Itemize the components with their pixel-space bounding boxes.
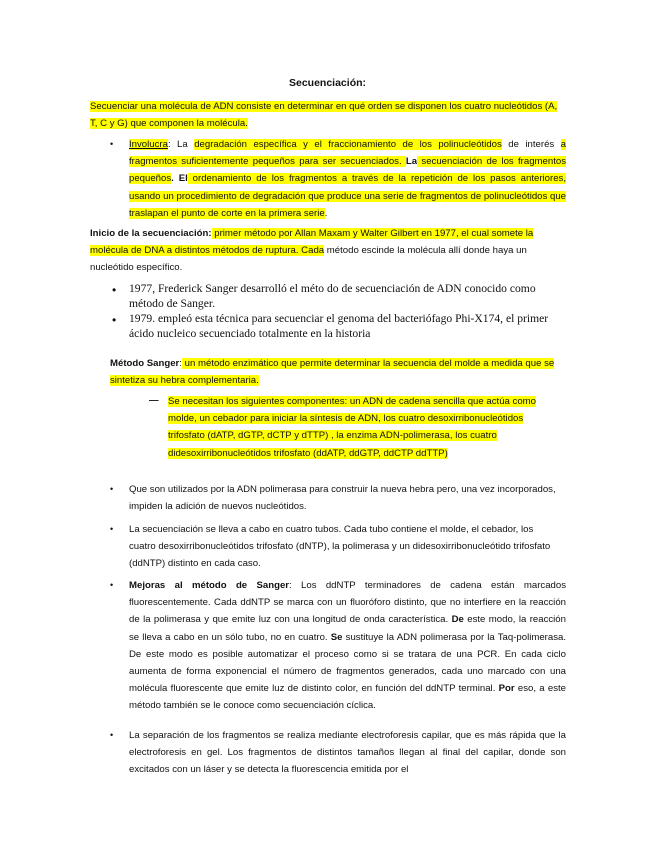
involucra-paragraph: Involucra: La degradación específica y el fraccionamiento de los polinucleótidos de interés a fragmentos suficientemente pequeños para ser secuenciados. La secuenciación de los fragmentos pequeños. El ordenamiento de los fragmentos a través de la repetición de los pasos anteriores, usando un procedimiento de degradación que produce una serie de fragmentos de polinucleótidos que traslapan el punto de corte en la primera serie. [129, 139, 567, 219]
history-item: 1977, Frederick Sanger desarrolló el méto do de secuenciación de ADN conocido como método de Sanger. [129, 282, 536, 311]
dash-icon: — [149, 395, 159, 406]
bullet-icon: • [112, 313, 117, 327]
intro-text: Secuenciar una molécula de ADN consiste en determinar en qué orden se disponen los cuatro nucleótidos (A, T, C y G) que componen la molécula. [90, 101, 558, 130]
tubos-paragraph: La secuenciación se lleva a cabo en cuatro tubos. Cada tubo contiene el molde, el cebador, los cuatro desoxirribonucleótidos trifosfato (dNTP), la polimerasa y un didesoxirribonucleótido trifosfato (ddNTP) distinto en cada caso. [129, 524, 551, 570]
bullet-icon: • [110, 524, 114, 534]
mejoras-paragraph: Mejoras al método de Sanger: Los ddNTP terminadores de cadena están marcados fluorescentemente. Cada ddNTP se marca con un fluoróforo distinto, que no interfiere en la reacción de la polimerasa y que emite luz con una longitud de onda característica. De este modo, la reacción se lleva a cabo en un sólo tubo, no en cuatro. Se sustituye la ADN polimerasa por la Taq-polimerasa. De este modo es posible automatizar el proceso como si se tratara de una PCR. En cada ciclo aumenta de forma exponencial el número de fragmentos generados, cada uno marcado con una molécula fluorescente que emite luz de distinto color, en función del ddNTP terminal. Por eso, a este método también se le conoce como secuenciación cíclica. [129, 580, 567, 712]
separacion-paragraph: La separación de los fragmentos se realiza mediante electroforesis capilar, que es más rápida que la electroforesis en gel. Los fragmentos de distintos tamaños llegan al final del capilar, donde son excitados con un láser y se detecta la fluorescencia emitida por el [129, 730, 566, 776]
bullet-icon: • [110, 484, 114, 494]
sanger-paragraph: Método Sanger: un método enzimático que permite determinar la secuencia del molde a medida que se sintetiza su hebra complementaria. [110, 358, 555, 387]
bullet-icon: • [110, 730, 114, 740]
bullet-icon: • [110, 580, 114, 590]
involucra-term: Involucra [129, 139, 168, 150]
sanger-label: Método Sanger [110, 358, 180, 369]
bullet-icon: • [112, 283, 117, 297]
bullet-icon: • [110, 139, 114, 149]
inicio-label: Inicio de la secuenciación: [90, 228, 212, 239]
components-paragraph: Se necesitan los siguientes componentes: un ADN de cadena sencilla que actúa como molde, un cebador para iniciar la síntesis de ADN, los cuatro desoxirribonucleótidos trifosfato (dATP, dGTP, dCTP y dTTP) , la enzima ADN-polimerasa, los cuatro didesoxirribonucleótidos trifosfato (ddATP, ddGTP, ddCTP ddTTP) [168, 396, 536, 459]
history-item: 1979. empleó esta técnica para secuenciar el genoma del bacteriófago Phi-X174, el primer ácido nucleico secuenciado totalmente en la historia [129, 312, 549, 341]
page-title: Secuenciación: [288, 77, 367, 89]
inicio-paragraph: Inicio de la secuenciación: primer método por Allan Maxam y Walter Gilbert en 1977, el cual somete la molécula de DNA a distintos métodos de ruptura. Cada método escinde la molécula allí donde haya un nucleótido específico. [90, 228, 534, 274]
mejoras-label: Mejoras al método de Sanger [129, 580, 290, 591]
intro-paragraph [90, 98, 560, 132]
polimerasa-paragraph: Que son utilizados por la ADN polimerasa para construir la nueva hebra pero, una vez incorporados, impiden la adición de nuevos nucleótidos. [129, 484, 556, 513]
